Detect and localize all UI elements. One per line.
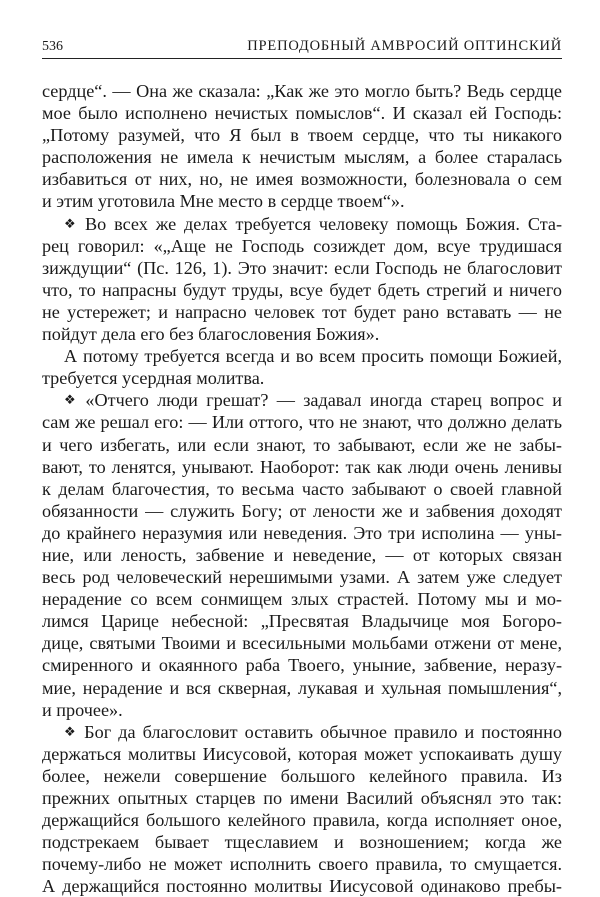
text-line bbox=[42, 853, 562, 875]
text-line bbox=[42, 831, 562, 853]
line-text: весь род человеческий нерешимыми узами. А затем уже следует bbox=[42, 567, 562, 588]
text-line bbox=[42, 588, 562, 610]
line-text: А держащийся постоянно молитвы Иисусовой одинаково пребы- bbox=[42, 876, 562, 897]
line-text: держащийся большого келейного правила, когда исполняет оное, bbox=[42, 810, 562, 831]
line-text: не устережет; и напрасно человек тот будет рано вставать — не bbox=[42, 301, 562, 322]
line-text: что, то напрасны будут труды, всуе будет бдеть стрегий и ничего bbox=[42, 279, 562, 300]
text-line bbox=[42, 80, 562, 102]
text-line bbox=[42, 544, 562, 566]
paragraph bbox=[42, 80, 562, 213]
text-line bbox=[42, 478, 562, 500]
text-line bbox=[42, 411, 562, 433]
text-line bbox=[42, 566, 562, 588]
line-text: требуется усердная молитва. bbox=[42, 368, 265, 389]
line-text: и чего избегать, или если знают, то забывают, если же не забы- bbox=[42, 434, 562, 455]
line-text: и прочее». bbox=[42, 699, 123, 720]
line-text: мие, нерадение и вся скверная, лукавая и хульная помышления“, bbox=[42, 677, 562, 698]
line-text: сердце“. — Она же сказала: „Как же это могло быть? Ведь сердце bbox=[42, 81, 562, 101]
text-line bbox=[42, 456, 562, 478]
text-line bbox=[42, 721, 562, 743]
text-line bbox=[42, 809, 562, 831]
text-line bbox=[42, 301, 562, 323]
running-title: ПРЕПОДОБНЫЙ АМВРОСИЙ ОПТИНСКИЙ bbox=[247, 38, 562, 54]
ornament-bullet-icon: ❖ bbox=[64, 215, 80, 231]
line-text: подстрекаем бывает тщеславием и возношением; когда же bbox=[42, 832, 562, 853]
paragraph bbox=[42, 721, 562, 897]
line-text: пойдут дела его без благословения Божия». bbox=[42, 324, 380, 345]
line-text: прежних опытных старцев по имени Василий объяснял это так: bbox=[42, 788, 562, 808]
line-text: и этим уготовила Мне место в сердце твоем“». bbox=[42, 191, 405, 212]
text-line bbox=[42, 699, 562, 721]
line-text: рец говорил: «„Аще не Господь созиждет дом, всуе трудишася bbox=[42, 235, 562, 256]
paragraph bbox=[42, 389, 562, 720]
line-text: ние, или леность, забвение и неведение, — от которых связан bbox=[42, 544, 562, 565]
text-line bbox=[42, 434, 562, 456]
text-line bbox=[42, 345, 562, 367]
line-text: расположения не имела к нечистым мыслям, а более старалась bbox=[42, 147, 562, 168]
text-line bbox=[42, 367, 562, 389]
text-line bbox=[42, 102, 562, 124]
line-text: нерадение со всем сонмищем злых страстей. Потому мы и мо- bbox=[42, 589, 562, 610]
text-line bbox=[42, 522, 562, 544]
line-text: дице, святыми Твоими и всесильными мольбами отжени от мене, bbox=[42, 633, 562, 654]
text-line bbox=[42, 677, 562, 699]
text-line bbox=[42, 765, 562, 787]
paragraph bbox=[42, 345, 562, 389]
text-line bbox=[42, 213, 562, 235]
text-line bbox=[42, 610, 562, 632]
text-line bbox=[42, 146, 562, 168]
ornament-bullet-icon: ❖ bbox=[64, 723, 79, 739]
text-line bbox=[42, 124, 562, 146]
paragraph bbox=[42, 213, 562, 346]
text-line bbox=[42, 235, 562, 257]
line-text: сам же решал его: — Или оттого, что не знают, что должно делать bbox=[42, 412, 562, 433]
text-line bbox=[42, 632, 562, 654]
text-line bbox=[42, 500, 562, 522]
line-text: избавиться от них, но, не имея возможности, болезновала о сем bbox=[42, 169, 562, 190]
line-text: обязанности — служить Богу; от лености же и забвения доходят bbox=[42, 500, 562, 521]
line-text: «Отчего люди грешат? — задавал иногда старец вопрос и bbox=[85, 390, 563, 411]
text-line bbox=[42, 279, 562, 301]
line-text: более, нежели совершение большого келейного правила. Из bbox=[42, 765, 562, 786]
line-text: мое было исполнено нечистых помыслов“. И сказал ей Господь: bbox=[42, 103, 562, 124]
text-line bbox=[42, 190, 562, 212]
text-line bbox=[42, 875, 562, 897]
line-text: Бог да благословит оставить обычное правило и постоянно bbox=[84, 721, 562, 742]
text-line bbox=[42, 787, 562, 809]
page-body bbox=[42, 80, 562, 897]
text-line bbox=[42, 323, 562, 345]
line-text: вают, то ленятся, унывают. Наоборот: так как люди очень ленивы bbox=[42, 456, 562, 477]
text-line bbox=[42, 743, 562, 765]
text-line bbox=[42, 257, 562, 279]
text-line bbox=[42, 389, 562, 411]
line-text: „Потому разумей, что Я был в твоем сердце, что ты никакого bbox=[42, 125, 562, 146]
running-header bbox=[42, 36, 562, 59]
line-text: почему-либо не может исполнить своего правила, то смущается. bbox=[42, 854, 562, 875]
line-text: к делам благочестия, то весьма часто забывают о своей главной bbox=[42, 478, 562, 499]
line-text: Во всех же делах требуется человеку помощь Божия. Ста- bbox=[85, 213, 563, 234]
line-text: зиждущии“ (Пс. 126, 1). Это значит: если Господь не благословит bbox=[42, 257, 562, 278]
line-text: до крайнего неразумия или неведения. Это три исполина — уны- bbox=[42, 522, 562, 543]
text-line bbox=[42, 654, 562, 676]
ornament-bullet-icon: ❖ bbox=[64, 392, 80, 408]
page-number: 536 bbox=[42, 39, 63, 54]
line-text: держаться молитвы Иисусовой, которая может успокаивать душу bbox=[42, 743, 562, 764]
text-line bbox=[42, 168, 562, 190]
line-text: смиренного и окаянного раба Твоего, уныние, забвение, неразу- bbox=[42, 655, 562, 676]
line-text: А потому требуется всегда и во всем просить помощи Божией, bbox=[64, 346, 562, 367]
line-text: лимся Царице небесной: „Пресвятая Владычице моя Богоро- bbox=[42, 611, 562, 632]
